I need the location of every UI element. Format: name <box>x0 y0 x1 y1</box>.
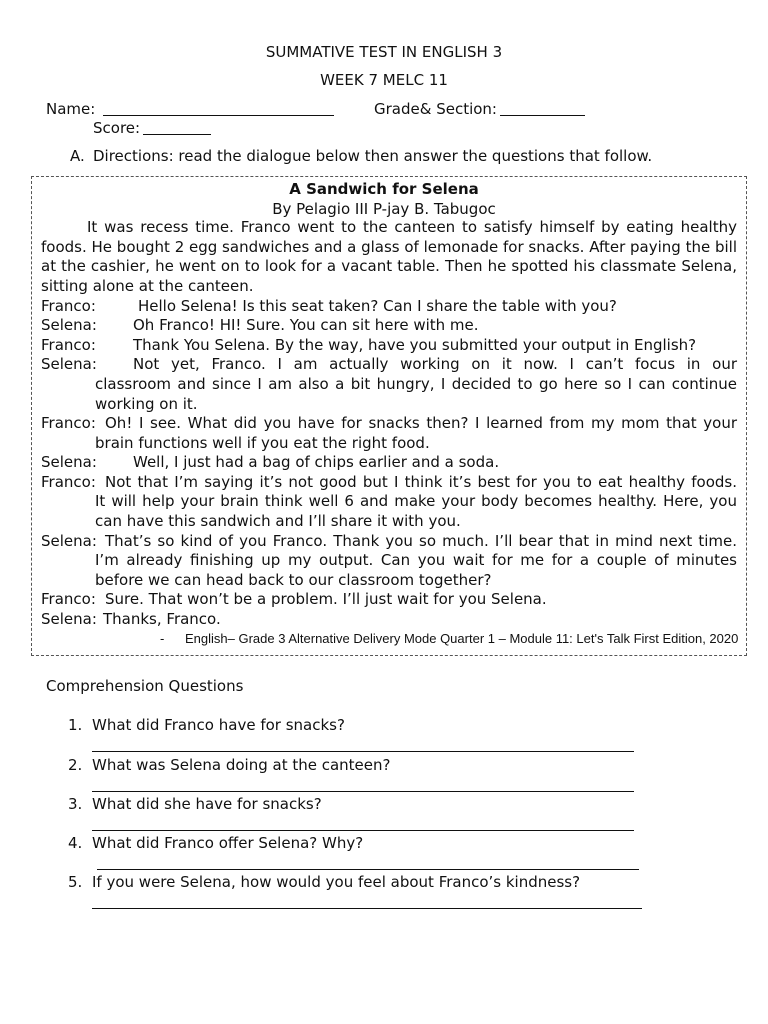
test-title: SUMMATIVE TEST IN ENGLISH 3 <box>265 43 503 61</box>
speaker-name: Franco: <box>41 414 96 432</box>
dialogue-line <box>41 316 479 336</box>
dialogue-continuation: classroom and since I am also a bit hungry, I decided to go here so I can continue working on it. <box>95 375 737 413</box>
name-field-line[interactable] <box>103 115 334 116</box>
dialogue-text: Not yet, Franco. I am actually working on it now. I can’t focus in our <box>133 355 737 373</box>
dialogue-continuation: I’m already finishing up my output. Can you wait for me for a couple of minutes before we can head back to our classroom together? <box>95 551 737 589</box>
dialogue-line <box>41 532 737 552</box>
speaker-name: Franco: <box>41 297 96 315</box>
directions-text: Directions: read the dialogue below then answer the questions that follow. <box>93 147 653 165</box>
answer-line[interactable] <box>92 791 634 792</box>
score-field-line[interactable] <box>143 134 211 135</box>
dialogue-text: Hello Selena! Is this seat taken? Can I share the table with you? <box>138 297 617 315</box>
question-text: What was Selena doing at the canteen? <box>92 756 391 774</box>
dialogue-line <box>41 453 499 473</box>
speaker-name: Franco: <box>41 590 96 608</box>
speaker-name: Selena: <box>41 355 97 373</box>
question-number: 5. <box>68 873 83 891</box>
dialogue-line <box>41 336 696 356</box>
name-label: Name: <box>46 100 96 118</box>
question-number: 3. <box>68 795 83 813</box>
grade-section-field-line[interactable] <box>500 115 585 116</box>
answer-line[interactable] <box>92 908 642 909</box>
speaker-name: Franco: <box>41 473 96 491</box>
dialogue-text: Well, I just had a bag of chips earlier and a soda. <box>133 453 500 471</box>
question-text: What did she have for snacks? <box>92 795 322 813</box>
question-number: 1. <box>68 716 83 734</box>
speaker-name: Selena: <box>41 532 97 550</box>
question-number: 2. <box>68 756 83 774</box>
dialogue-text: Oh Franco! HI! Sure. You can sit here with me. <box>133 316 479 334</box>
answer-line[interactable] <box>97 869 639 870</box>
dialogue-text: Thanks, Franco. <box>103 610 221 628</box>
dialogue-line <box>41 590 547 610</box>
answer-line[interactable] <box>92 830 634 831</box>
dialogue-line <box>41 297 617 317</box>
speaker-name: Selena: <box>41 453 97 471</box>
story-title: A Sandwich for Selena <box>289 180 479 198</box>
question-text: If you were Selena, how would you feel about Franco’s kindness? <box>92 873 581 891</box>
speaker-name: Selena: <box>41 610 97 628</box>
dialogue-text: That’s so kind of you Franco. Thank you so much. I’ll bear that in mind next time. <box>105 532 737 550</box>
answer-line[interactable] <box>92 751 634 752</box>
dialogue-text: Oh! I see. What did you have for snacks then? I learned from my mom that your <box>105 414 737 432</box>
source-citation: English– Grade 3 Alternative Delivery Mode Quarter 1 – Module 11: Let's Talk First Edition, 2020 <box>185 631 739 646</box>
score-label: Score: <box>93 119 141 137</box>
test-subtitle: WEEK 7 MELC 11 <box>320 71 448 89</box>
question-number: 4. <box>68 834 83 852</box>
story-author: By Pelagio III P-jay B. Tabugoc <box>272 200 496 218</box>
story-intro: It was recess time. Franco went to the canteen to satisfy himself by eating healthy foods. He bought 2 egg sandwiches and a glass of lemonade for snacks. After paying the bill at the cashier, he went on to look for a vacant table. Then he spotted his classmate Selena, sitting alone at the canteen. <box>41 218 737 295</box>
question-text: What did Franco have for snacks? <box>92 716 345 734</box>
dialogue-line <box>41 610 221 630</box>
dialogue-text: Not that I’m saying it’s not good but I think it’s best for you to eat healthy foods. <box>105 473 737 491</box>
dialogue-continuation: brain functions well if you eat the right food. <box>95 434 430 452</box>
comprehension-heading: Comprehension Questions <box>46 677 244 695</box>
speaker-name: Franco: <box>41 336 96 354</box>
directions-letter: A. <box>70 147 85 165</box>
dialogue-line <box>41 355 737 375</box>
dialogue-line <box>41 414 737 434</box>
dialogue-text: Thank You Selena. By the way, have you submitted your output in English? <box>133 336 697 354</box>
dialogue-continuation: It will help your brain think well 6 and make your body becomes healthy. Here, you can have this sandwich and I’ll share it with you. <box>95 492 737 530</box>
grade-section-label: Grade& Section: <box>374 100 497 118</box>
dialogue-line <box>41 473 737 493</box>
source-dash: - <box>160 631 165 646</box>
speaker-name: Selena: <box>41 316 97 334</box>
question-text: What did Franco offer Selena? Why? <box>92 834 364 852</box>
dialogue-text: Sure. That won’t be a problem. I’ll just wait for you Selena. <box>105 590 547 608</box>
